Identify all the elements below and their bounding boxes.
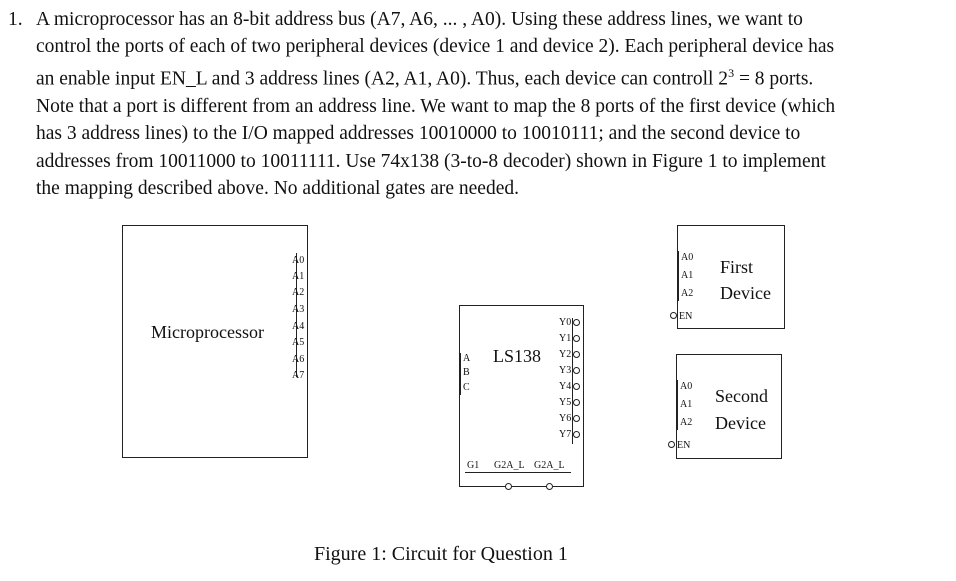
second-device: [676, 354, 782, 459]
exponent: 3: [728, 66, 735, 81]
enable-rule: [465, 472, 571, 473]
question-line-5: has 3 address lines) to the I/O mapped addresses 10010000 to 10010111; and the second device to: [36, 123, 801, 145]
y7-bubble: [573, 431, 580, 438]
decoder-output-y6: Y6: [559, 413, 572, 424]
y6-bubble: [573, 415, 580, 422]
decoder-output-y7: Y7: [559, 429, 572, 440]
mp-pin-a6: A6: [292, 354, 305, 365]
decoder-enable-g2a: G2A_L: [494, 460, 525, 471]
mp-pin-a5: A5: [292, 337, 305, 348]
y4-bubble: [573, 383, 580, 390]
decoder-output-y3: Y3: [559, 365, 572, 376]
mp-pin-a2: A2: [292, 287, 305, 298]
first-device-label-1: First: [720, 257, 754, 277]
second-device-en: EN: [677, 440, 691, 451]
question-line-1: A microprocessor has an 8-bit address bus (A7, A6, ... , A0). Using these address lines, we want to: [36, 9, 803, 30]
ls138-decoder: [459, 305, 584, 487]
decoder-input-c: C: [463, 382, 470, 393]
decoder-output-y1: Y1: [559, 333, 572, 344]
mp-pin-a7: A7: [292, 370, 305, 381]
mp-pin-a1: A1: [292, 271, 305, 282]
first-device-en: EN: [679, 311, 693, 322]
y2-bubble: [573, 351, 580, 358]
second-device-label-1: Second: [715, 386, 768, 406]
question-text: [8, 6, 943, 202]
question-line-3-text: an enable input EN_L and 3 address lines (A2, A1, A0). Thus, each device can controll 2: [36, 68, 729, 90]
second-device-pin-rule: [677, 380, 678, 430]
first-device-pin-a1: A1: [681, 270, 694, 281]
figure-caption: Figure 1: Circuit for Question 1: [314, 543, 568, 565]
first-device-pin-a2: A2: [681, 288, 694, 299]
decoder-input-b: B: [463, 367, 470, 378]
first-device-label-2: Device: [720, 283, 771, 303]
question-number: 1.: [8, 9, 23, 30]
decoder-output-y5: Y5: [559, 397, 572, 408]
g2a-bubble: [505, 483, 512, 490]
first-device-en-bubble: [670, 312, 677, 319]
decoder-enable-g2b: G2A_L: [534, 460, 565, 471]
question-line-3: [8, 60, 943, 93]
question-line-3-tail: = 8 ports.: [734, 68, 814, 90]
microprocessor-label: Microprocessor: [151, 322, 264, 342]
second-device-pin-a2: A2: [680, 417, 693, 428]
second-device-pin-a0: A0: [680, 381, 693, 392]
decoder-output-y0: Y0: [559, 317, 572, 328]
first-device: [677, 225, 785, 329]
first-device-pin-a0: A0: [681, 252, 694, 263]
y1-bubble: [573, 335, 580, 342]
g2b-bubble: [546, 483, 553, 490]
first-device-pin-rule: [678, 251, 679, 301]
second-device-label-2: Device: [715, 413, 766, 433]
y3-bubble: [573, 367, 580, 374]
decoder-output-rule: [572, 318, 573, 444]
decoder-input-rule: [460, 353, 461, 395]
decoder-enable-g1: G1: [467, 460, 480, 471]
question-line-2: control the ports of each of two peripheral devices (device 1 and device 2). Each peripheral device has: [36, 36, 835, 58]
question-line-4: Note that a port is different from an address line. We want to map the 8 ports of the first device (which: [36, 96, 836, 118]
mp-pin-a3: A3: [292, 304, 305, 315]
mp-pin-a4: A4: [292, 321, 305, 332]
microprocessor-block: [122, 225, 308, 458]
decoder-output-y2: Y2: [559, 349, 572, 360]
mp-pin-a0: A0: [292, 255, 305, 266]
decoder-input-a: A: [463, 353, 471, 364]
second-device-pin-a1: A1: [680, 399, 693, 410]
decoder-label: LS138: [493, 346, 542, 366]
y0-bubble: [573, 319, 580, 326]
decoder-output-y4: Y4: [559, 381, 572, 392]
question-line-7: the mapping described above. No additional gates are needed.: [36, 177, 519, 199]
y5-bubble: [573, 399, 580, 406]
second-device-en-bubble: [668, 441, 675, 448]
question-line-6: addresses from 10011000 to 10011111. Use 74x138 (3-to-8 decoder) shown in Figure 1 to implement: [36, 150, 826, 172]
